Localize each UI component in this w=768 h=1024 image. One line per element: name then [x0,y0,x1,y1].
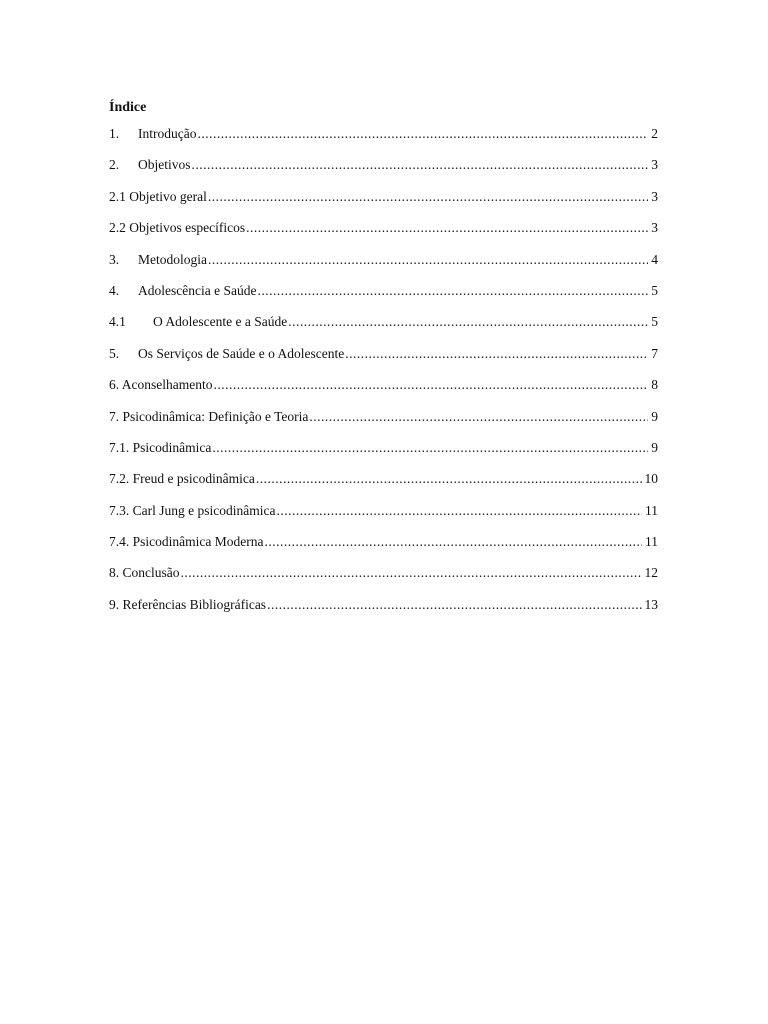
toc-entry[interactable] [109,125,658,156]
toc-entry-page: 12 [644,565,658,581]
toc-entry[interactable] [109,470,658,501]
toc-entry[interactable] [109,502,658,533]
toc-dot-leader [181,564,642,582]
toc-dot-leader [345,345,648,363]
toc-dot-leader [267,596,641,614]
toc-entry[interactable] [109,533,658,564]
toc-title: Índice [109,100,147,115]
toc-entry-label: 9. Referências Bibliográficas [109,596,267,612]
toc-entry-label: 7.2. Freud e psicodinâmica [109,471,255,487]
toc-entry-page: 5 [651,314,658,330]
toc-entry[interactable] [109,251,658,282]
toc-entry-label: 7.3. Carl Jung e psicodinâmica [109,502,276,518]
toc-entry[interactable] [109,188,658,219]
toc-entry-number: 4.1 [109,314,126,330]
toc-entry-page: 4 [651,251,658,267]
toc-entry-label: 7. Psicodinâmica: Definição e Teoria [109,408,309,424]
toc-dot-leader [212,439,648,457]
toc-entry-label: 2.2 Objetivos específicos [109,220,246,236]
toc-entry-label: 7.4. Psicodinâmica Moderna [109,534,264,550]
toc-entry-label: 7.1. Psicodinâmica [109,439,212,455]
toc-entry-page: 11 [645,534,658,550]
toc-entry[interactable] [109,156,658,187]
toc-entry-number: 1. [109,126,120,141]
toc-entry-number: 3. [109,251,120,267]
toc-dot-leader [197,125,648,143]
toc-entry-page: 7 [651,345,658,361]
toc-dot-leader [256,470,642,488]
toc-entry-page: 11 [645,502,658,518]
toc-dot-leader [309,408,648,426]
toc-entry-label: 8. Conclusão [109,565,180,581]
toc-dot-leader [192,156,649,174]
toc-entry-label: Objetivos [138,157,191,173]
toc-entry[interactable] [109,313,658,344]
toc-entry-page: 5 [651,282,658,298]
toc-dot-leader [213,376,648,394]
toc-entry-page: 8 [651,377,658,393]
toc-dot-leader [276,502,642,520]
toc-dot-leader [264,533,642,551]
toc-entry-number: 2. [109,157,120,173]
toc-dot-leader [208,251,648,269]
toc-entry-page: 3 [651,188,658,204]
toc-entry-page: 2 [651,126,658,141]
toc-entry-number: 4. [109,282,120,298]
toc-entry[interactable] [109,376,658,407]
toc-entry[interactable] [109,596,658,627]
toc-entry-number: 5. [109,345,120,361]
toc-entry[interactable] [109,564,658,595]
toc-entry-label: 6. Aconselhamento [109,377,213,393]
toc-entry-label: Introdução [138,126,197,141]
toc-entry-page: 10 [644,471,658,487]
toc-dot-leader [246,219,648,237]
toc-entry-page: 13 [644,596,658,612]
toc-entry[interactable] [109,439,658,470]
table-of-contents [109,125,658,627]
toc-dot-leader [208,188,648,206]
toc-entry-label: Os Serviços de Saúde e o Adolescente [138,345,345,361]
toc-entry-label: 2.1 Objetivo geral [109,188,207,204]
toc-entry-page: 3 [651,157,658,173]
toc-entry-page: 3 [651,220,658,236]
toc-entry-page: 9 [651,408,658,424]
toc-entry-page: 9 [651,439,658,455]
toc-entry[interactable] [109,282,658,313]
toc-entry-label: Adolescência e Saúde [138,282,257,298]
toc-entry[interactable] [109,345,658,376]
toc-dot-leader [257,282,648,300]
toc-entry[interactable] [109,408,658,439]
toc-entry-label: O Adolescente e a Saúde [153,314,288,330]
toc-entry-label: Metodologia [138,251,207,267]
toc-entry[interactable] [109,219,658,250]
toc-dot-leader [288,313,648,331]
